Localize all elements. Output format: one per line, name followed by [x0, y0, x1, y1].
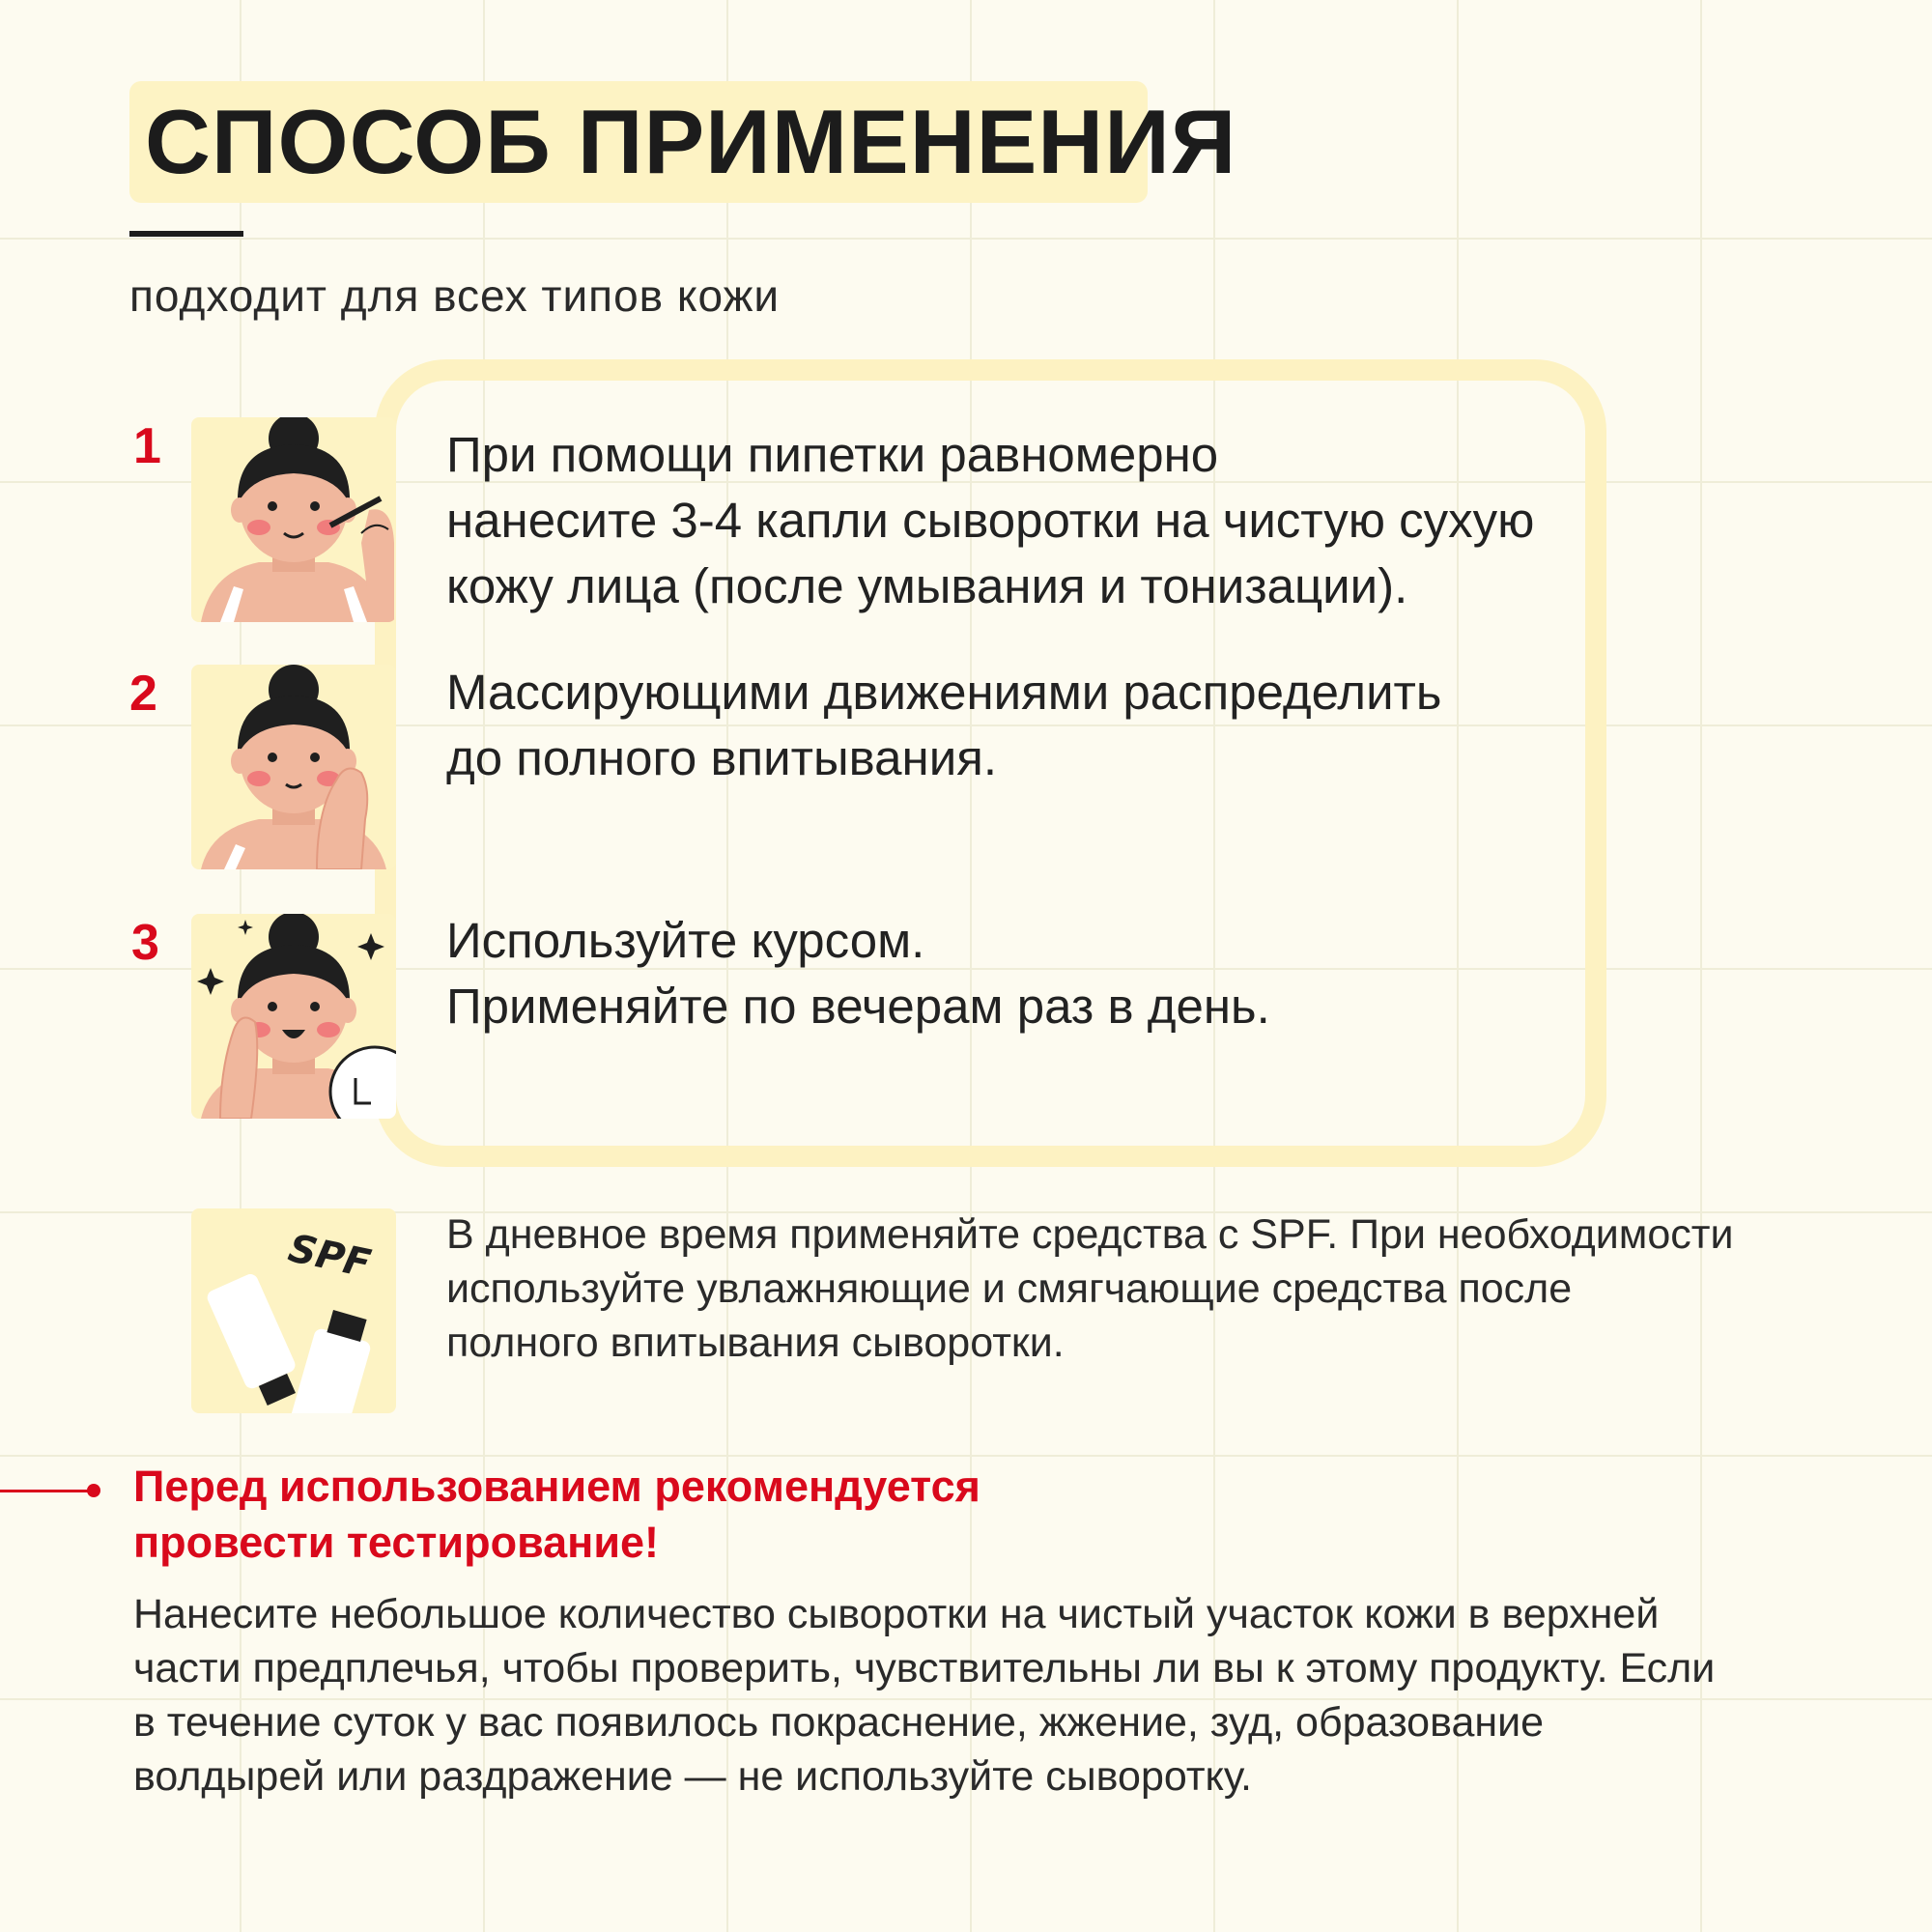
spf-label: SPF: [284, 1226, 375, 1288]
woman-smiling-clock-icon: [191, 914, 396, 1119]
warning-line: части предплечья, чтобы проверить, чувствительны ли вы к этому продукту. Если: [133, 1645, 1716, 1691]
warning-title-line: провести тестирование!: [133, 1518, 660, 1567]
step-number: 1: [133, 418, 161, 474]
step-1-line: При помощи пипетки равномерно: [446, 427, 1219, 482]
step-3-line: Используйте курсом.: [446, 913, 925, 968]
warning-line: Нанесите небольшое количество сыворотки на чистый участок кожи в верхней: [133, 1591, 1660, 1637]
woman-massaging-face-icon: [191, 665, 396, 869]
spf-sunscreen-icon: [191, 1208, 396, 1413]
page-subtitle: подходит для всех типов кожи: [129, 270, 781, 321]
spf-note-line: используйте увлажняющие и смягчающие средства после: [446, 1265, 1573, 1312]
step-1-line: кожу лица (после умывания и тонизации).: [446, 558, 1408, 613]
warning-line: в течение суток у вас появилось покраснение, жжение, зуд, образование: [133, 1699, 1545, 1746]
step-2-text: [446, 660, 1441, 791]
warning-title-line: Перед использованием рекомендуется: [133, 1462, 980, 1511]
step-1-line: нанесите 3-4 капли сыворотки на чистую сухую: [446, 493, 1535, 548]
title-underline: [129, 231, 243, 237]
step-2-line: Массирующими движениями распределить: [446, 665, 1442, 720]
warning-title: [133, 1459, 980, 1571]
step-1-text: [446, 422, 1534, 619]
step-3-line: Применяйте по вечерам раз в день.: [446, 979, 1270, 1034]
step-3-text: [446, 908, 1270, 1039]
page-title: СПОСОБ ПРИМЕНЕНИЯ: [145, 91, 1237, 192]
step-number: 2: [129, 666, 157, 722]
warning-line: волдырей или раздражение — не используйте сыворотку.: [133, 1753, 1252, 1800]
spf-note-line: полного впитывания сыворотки.: [446, 1320, 1065, 1366]
warning-text: [133, 1587, 1715, 1804]
warning-pointer-dot: [87, 1484, 100, 1497]
spf-note-line: В дневное время применяйте средства с SPF. При необходимости: [446, 1211, 1734, 1258]
spf-note-text: [446, 1208, 1733, 1370]
step-number: 3: [131, 915, 159, 971]
step-2-line: до полного впитывания.: [446, 730, 997, 785]
warning-pointer-line: [0, 1490, 93, 1492]
woman-applying-pipette-icon: [191, 417, 396, 622]
